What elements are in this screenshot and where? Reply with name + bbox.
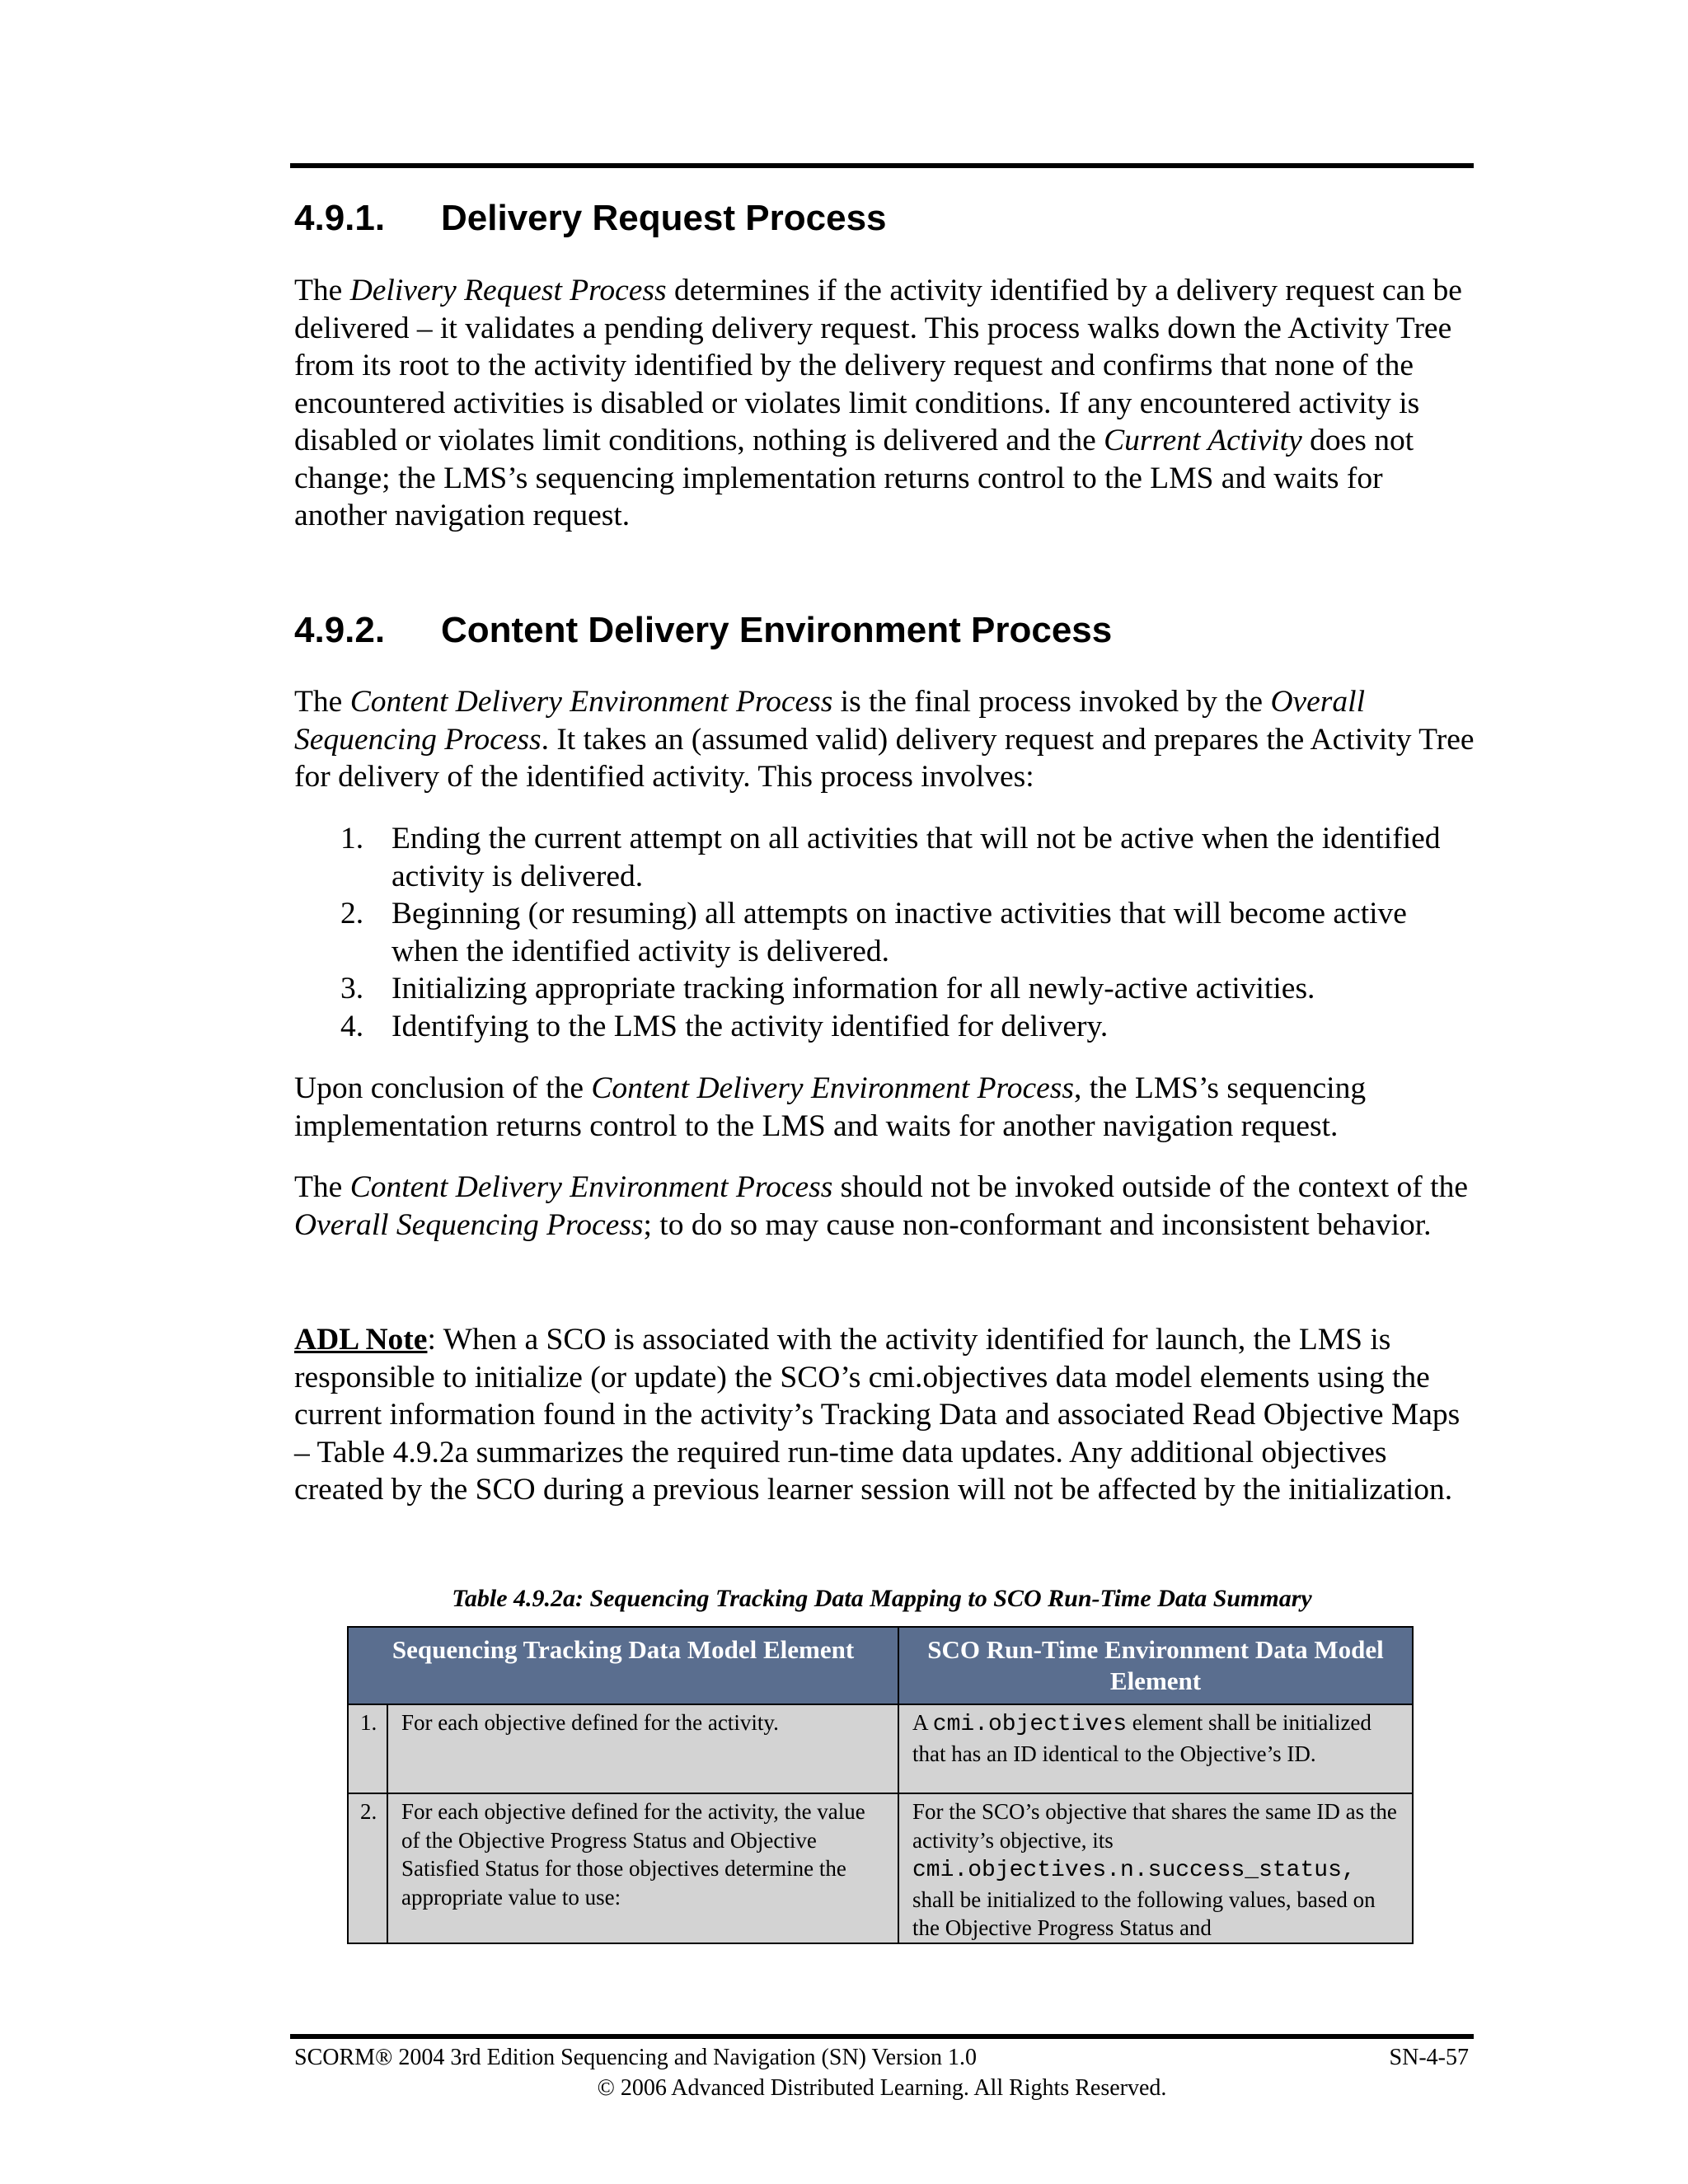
tracking-data-cell: For each objective defined for the activity.: [387, 1704, 898, 1793]
delivery-request-paragraph: [294, 272, 1481, 535]
table-header-cell: SCO Run-Time Environment Data Model Element: [898, 1627, 1413, 1704]
table-row: [348, 1793, 1413, 1943]
text-run: element shall be initialized that has an ID identical to the Objective’s ID.: [912, 1710, 1372, 1766]
text-run: The: [294, 1170, 350, 1204]
adl-note-paragraph: [294, 1321, 1481, 1509]
list-item-text: Initializing appropriate tracking information for all newly-active activities.: [392, 972, 1315, 1005]
list-item-text: Beginning (or resuming) all attempts on inactive activities that will become active when the identified activity is delivered.: [392, 897, 1407, 968]
italic-term: Content Delivery Environment Process: [349, 685, 833, 719]
italic-term: Content Delivery Environment Process: [349, 1170, 833, 1204]
list-item: [294, 970, 1481, 1008]
italic-term: Current Activity: [1104, 424, 1302, 457]
row-number: 2.: [348, 1793, 387, 1943]
rte-data-cell: [898, 1793, 1413, 1943]
conclusion-paragraph: [294, 1070, 1481, 1145]
adl-note-label: ADL Note: [294, 1323, 428, 1357]
header-rule: [290, 163, 1474, 168]
list-item: [294, 1008, 1481, 1046]
code-element: cmi.objectives: [932, 1712, 1128, 1737]
content-delivery-intro-paragraph: [294, 683, 1481, 796]
italic-term: Overall Sequencing Process: [294, 1207, 644, 1242]
list-item-number: 4.: [340, 1009, 364, 1043]
text-run: should not be invoked outside of the context of the: [832, 1170, 1468, 1204]
text-run: A: [912, 1710, 933, 1735]
italic-term: Overall Sequencing Process: [294, 685, 1365, 757]
text-run: For the SCO’s objective that shares the same ID as the activity’s objective, its: [912, 1799, 1397, 1853]
italic-term: Content Delivery Environment Process: [591, 1071, 1074, 1105]
list-item-number: 1.: [340, 822, 364, 855]
section-number: 4.9.1.: [294, 198, 386, 238]
rte-data-cell: [898, 1704, 1413, 1793]
section-number: 4.9.2.: [294, 610, 386, 650]
list-item: [294, 820, 1481, 895]
tracking-data-cell: For each objective defined for the activity, the value of the Objective Progress Status and Objective Satisfied Status for those objectives determine the appropriate value to use:: [387, 1793, 898, 1943]
text-run: , the LMS’s sequencing implementation returns control to the LMS and waits for another navigation request.: [294, 1071, 1367, 1143]
footer-copyright: © 2006 Advanced Distributed Learning. All Rights Reserved.: [597, 2075, 1167, 2101]
footer-rule: [290, 2034, 1474, 2039]
section-title: Delivery Request Process: [441, 198, 887, 238]
code-element: cmi.objectives.n.success_status,: [912, 1858, 1356, 1883]
text-run: determines if the activity identified by a delivery request can be delivered – it validates a pending delivery request. This process walks down the Activity Tree from its root to the activity identified by the delivery request and confirms that none of the encountered activities is disabled or violates limit conditions. If any encountered activity is disabled or violates limit conditions, nothing is delivered and the: [294, 274, 1462, 457]
mapping-table: [347, 1626, 1414, 1944]
footer-page-number: SN-4-57: [1389, 2045, 1469, 2070]
list-item-number: 2.: [340, 897, 364, 930]
section-title: Content Delivery Environment Process: [441, 610, 1113, 650]
italic-term: Delivery Request Process: [349, 274, 667, 307]
list-item-number: 3.: [340, 972, 364, 1005]
table-header-cell: Sequencing Tracking Data Model Element: [348, 1627, 898, 1704]
row-number: 1.: [348, 1704, 387, 1793]
adl-note-text: : When a SCO is associated with the activity identified for launch, the LMS is responsible to initialize (or update) the SCO’s cmi.objectives data model elements using the current information found in the activity’s Tracking Data and associated Read Objective Maps – Table 4.9.2a summarizes the required run-time data updates. Any additional objectives created by the SCO during a previous learner session will not be affected by the initialization.: [294, 1323, 1461, 1507]
footer-document-title: SCORM® 2004 3rd Edition Sequencing and Navigation (SN) Version 1.0: [294, 2045, 978, 2070]
text-run: does not change; the LMS’s sequencing implementation returns control to the LMS and waits for another navigation request.: [294, 424, 1414, 532]
section-heading-4-9-2: [294, 610, 1112, 651]
warning-paragraph: [294, 1169, 1481, 1244]
process-steps-list: [294, 820, 1481, 1045]
text-run: Upon conclusion of the: [294, 1071, 592, 1105]
list-item-text: Ending the current attempt on all activities that will not be active when the identified activity is delivered.: [392, 822, 1441, 893]
text-run: . It takes an (assumed valid) delivery request and prepares the Activity Tree for delivery of the identified activity. This process involves:: [294, 722, 1475, 794]
text-run: The: [294, 274, 350, 307]
list-item-text: Identifying to the LMS the activity identified for delivery.: [392, 1009, 1109, 1043]
text-run: The: [294, 685, 350, 719]
text-run: ; to do so may cause non-conformant and inconsistent behavior.: [643, 1207, 1432, 1242]
table-caption: Table 4.9.2a: Sequencing Tracking Data Mapping to SCO Run-Time Data Summary: [452, 1585, 1312, 1612]
text-run: shall be initialized to the following values, based on the Objective Progress Status and: [912, 1886, 1376, 1940]
section-heading-4-9-1: [294, 198, 887, 239]
table-header-row: [348, 1627, 1413, 1704]
text-run: is the final process invoked by the: [832, 685, 1271, 719]
list-item: [294, 895, 1481, 970]
table-row: [348, 1704, 1413, 1793]
